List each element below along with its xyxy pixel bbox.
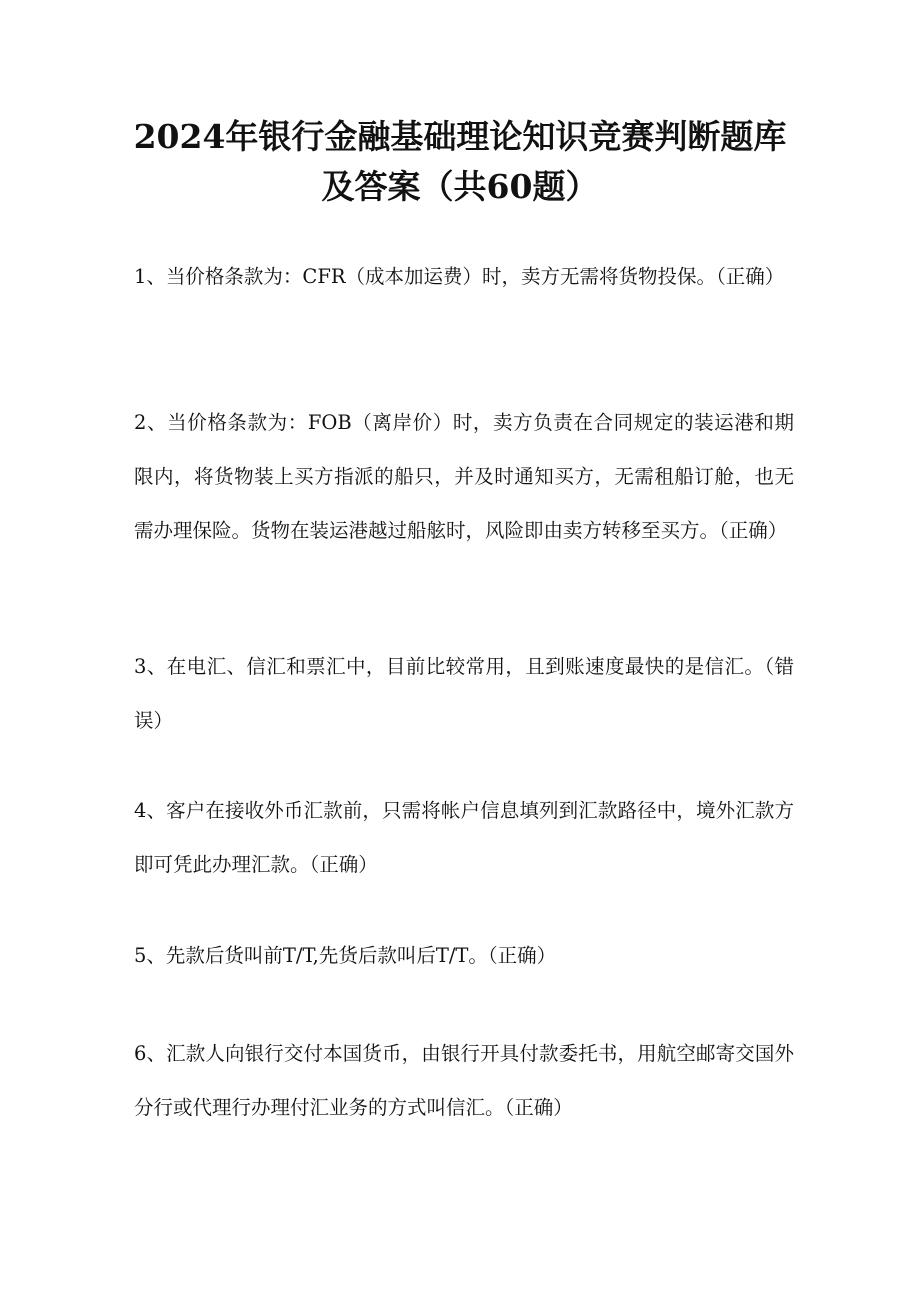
page-title: 2024年银行金融基础理论知识竞赛判断题库及答案（共60题）: [133, 117, 787, 206]
question-3: 3、在电汇、信汇和票汇中，目前比较常用，且到账速度最快的是信汇。（错误）: [134, 655, 794, 732]
question-2: 2、当价格条款为：FOB（离岸价）时，卖方负责在合同规定的装运港和期限内，将货物装上买方指派的船只，并及时通知买方，无需租船订舱，也无需办理保险。货物在装运港越过船舷时，风险即由卖方转移至买方。（正确）: [134, 411, 794, 542]
question-6: 6、汇款人向银行交付本国货币，由银行开具付款委托书，用航空邮寄交国外分行或代理行办理付汇业务的方式叫信汇。（正确）: [134, 1042, 794, 1119]
question-4: 4、客户在接收外币汇款前，只需将帐户信息填列到汇款路径中，境外汇款方即可凭此办理汇款。（正确）: [134, 799, 794, 876]
question-5: 5、先款后货叫前T/T,先货后款叫后T/T。（正确）: [134, 944, 557, 967]
question-1: 1、当价格条款为：CFR（成本加运费）时，卖方无需将货物投保。（正确）: [134, 265, 785, 288]
